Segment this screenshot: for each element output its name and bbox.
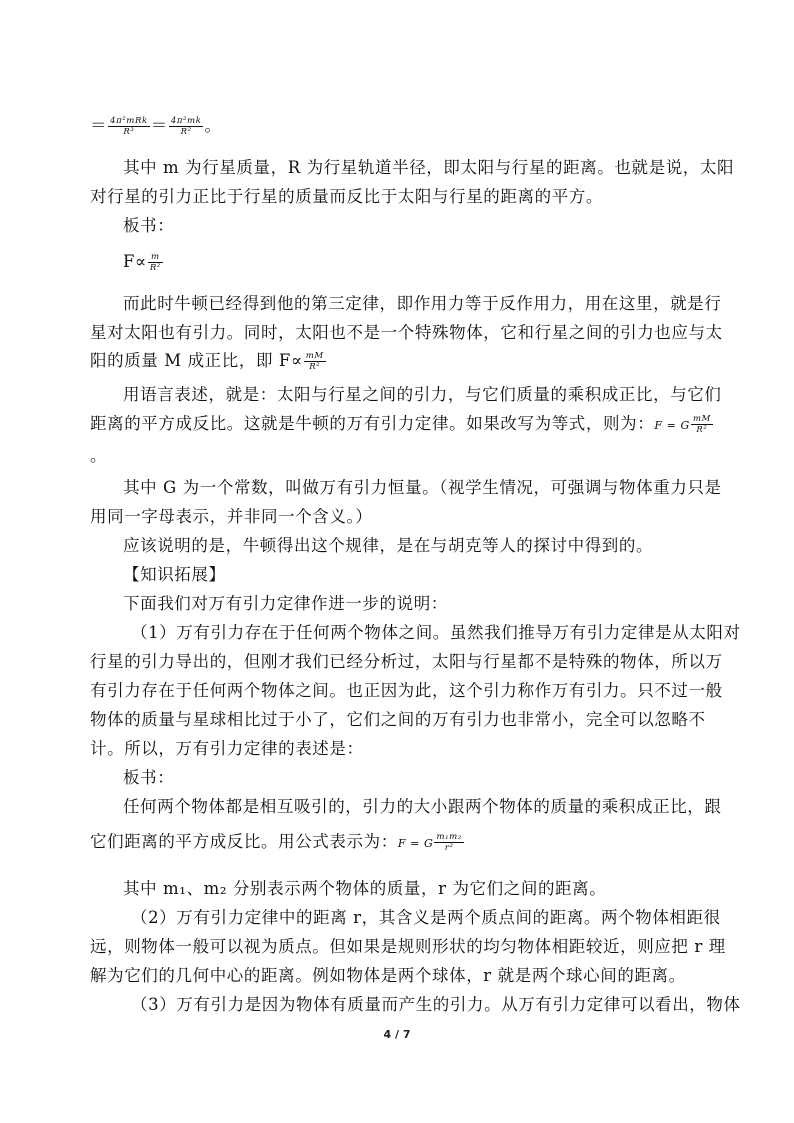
board-label: 板书： — [123, 768, 175, 787]
paragraph-line: 有引力存在于任何两个物体之间。也正因为此，这个引力称作万有引力。只不过一般 — [90, 681, 723, 700]
equals-sign: ＝ — [90, 116, 108, 135]
paragraph-line: （2）万有引力定律中的距离 r，其含义是两个质点间的距离。两个物体相距很 — [131, 908, 721, 927]
page-number: 4 / 7 — [383, 1028, 411, 1041]
equals-sign: ＝ — [150, 116, 168, 135]
period: 。 — [204, 116, 222, 135]
fraction: $\frac{m}{\text{R²}}$ — [149, 252, 161, 273]
paragraph-line: （3）万有引力是因为物体有质量而产生的引力。从万有引力定律可以看出，物体 — [131, 995, 741, 1014]
paragraph-line: 行星的引力导出的，但刚才我们已经分析过，太阳与行星都不是特殊的物体，所以万 — [90, 652, 723, 671]
paragraph-line: 远，则物体一般可以视为质点。但如果是规则形状的均匀物体相距较近，则应把 r 理 — [90, 937, 726, 956]
period: 。 — [90, 446, 108, 465]
paragraph-line: 用语言表述，就是：太阳与行星之间的引力，与它们质量的乘积成正比，与它们 — [123, 385, 722, 404]
fraction: $\frac{\text{4π²mRk}}{\text{R³}}$ — [110, 116, 148, 137]
paragraph-line: 其中 m 为行星质量，R 为行星轨道半径，即太阳与行星的距离。也就是说，太阳 — [123, 158, 735, 177]
paragraph-line: 其中 m₁、m₂ 分别表示两个物体的质量，r 为它们之间的距离。 — [123, 879, 607, 898]
paragraph-line: 距离的平方成反比。这就是牛顿的万有引力定律。如果改写为等式，则为：F = G $\frac{mM}{\text{R²}}$ — [90, 414, 711, 435]
paragraph-line: 下面我们对万有引力定律作进一步的说明： — [123, 594, 448, 613]
formula-proportional: F∝ $\frac{m}{\text{R²}}$ — [123, 252, 161, 273]
fraction: $\frac{\text{m₁m₂}}{\text{r²}}$ — [436, 832, 462, 853]
paragraph-line: 星对太阳也有引力。同时，太阳也不是一个特殊物体，它和行星之间的引力也应与太 — [90, 323, 723, 342]
paragraph-line: 任何两个物体都是相互吸引的，引力的大小跟两个物体的质量的乘积成正比，跟 — [123, 797, 722, 816]
paragraph-line: 阳的质量 M 成正比，即 F∝ $\frac{mM}{\text{R²}}$ — [90, 351, 324, 372]
paragraph-line: 它们距离的平方成反比。用公式表示为：F = G $\frac{\text{m₁m₂}}{\text{r²}}$ — [90, 832, 462, 853]
paragraph-line: 应该说明的是，牛顿得出这个规律，是在与胡克等人的探讨中得到的。 — [123, 536, 654, 555]
paragraph-line: 物体的质量与星球相比过于小了，它们之间的万有引力也非常小，完全可以忽略不 — [90, 710, 706, 729]
fraction: $\frac{mM}{\text{R²}}$ — [305, 351, 324, 372]
board-label: 板书： — [123, 216, 175, 235]
paragraph-line: 其中 G 为一个常数，叫做万有引力恒量。（视学生情况，可强调与物体重力只是 — [123, 478, 722, 497]
fraction: $\frac{\text{4π²mk}}{\text{R²}}$ — [170, 116, 202, 137]
section-heading: 【知识拓展】 — [123, 565, 226, 584]
paragraph-line: 而此时牛顿已经得到他的第三定律，即作用力等于反作用力，用在这里，就是行 — [123, 294, 722, 313]
paragraph-line: 对行星的引力正比于行星的质量而反比于太阳与行星的距离的平方。 — [90, 187, 603, 206]
paragraph-line: （1）万有引力存在于任何两个物体之间。虽然我们推导万有引力定律是从太阳对 — [131, 623, 741, 642]
equation-top — [90, 114, 222, 138]
fraction: $\frac{mM}{\text{R²}}$ — [692, 414, 711, 435]
paragraph-line: 用同一字母表示，并非同一个含义。） — [90, 507, 373, 526]
paragraph-line: 解为它们的几何中心的距离。例如物体是两个球体，r 就是两个球心间的距离。 — [90, 966, 686, 985]
paragraph-line: 计。所以，万有引力定律的表述是： — [90, 739, 364, 758]
